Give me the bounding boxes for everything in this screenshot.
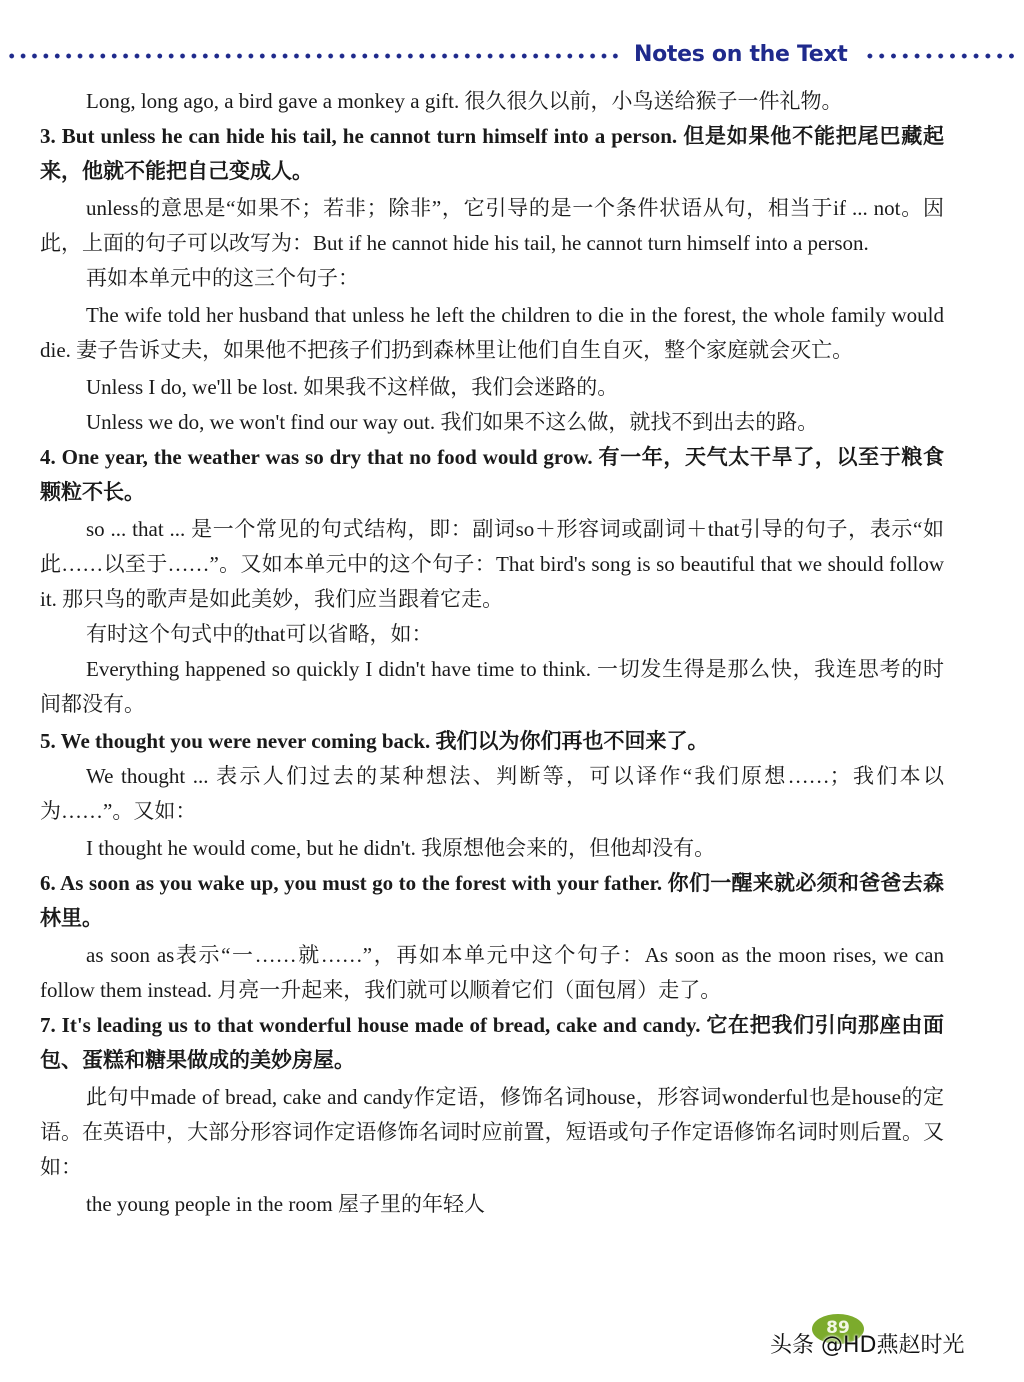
note-body: unless的意思是“如果不；若非；除非”，它引导的是一个条件状语从句，相当于if ... not。因此，上面的句子可以改写为：But if he cannot hide his tail, he cannot turn himself into a person. — [40, 196, 944, 255]
section-title: Notes on the Text — [634, 42, 848, 67]
note-body: so ... that ... 是一个常见的句式结构，即：副词so＋形容词或副词＋that引导的句子，表示“如此……以至于……”。又如本单元中的这个句子：That bird's song is so beautiful that we should follow it. 那只鸟的歌声是如此美妙，我们应当跟着它走。 — [40, 517, 944, 611]
dotted-rule-left — [6, 52, 624, 60]
dotted-rule-right — [864, 52, 1020, 60]
note-heading-3: 3. But unless he can hide his tail, he cannot turn himself into a person. 但是如果他不能把尾巴藏起来，他就不能把自己变成人。 — [40, 124, 944, 183]
example-sentence: Everything happened so quickly I didn't have time to think. 一切发生得是那么快，我连思考的时间都没有。 — [40, 657, 944, 716]
page-footer — [0, 1310, 1024, 1370]
note-body: 再如本单元中的这三个句子： — [86, 266, 359, 290]
note-heading-7: 7. It's leading us to that wonderful house made of bread, cake and candy. 它在把我们引向那座由面包、蛋糕和糖果做成的美妙房屋。 — [40, 1013, 944, 1072]
watermark: 头条 @HD燕赵时光 — [770, 1333, 965, 1358]
example-sentence: The wife told her husband that unless he left the children to die in the forest, the whole family would die. 妻子告诉丈夫，如果他不把孩子们扔到森林里让他们自生自灭，整个家庭就会灭亡。 — [40, 303, 944, 362]
note-body: We thought ... 表示人们过去的某种想法、判断等，可以译作“我们原想……；我们本以为……”。又如： — [40, 764, 944, 823]
section-header — [0, 44, 1024, 70]
note-body: 有时这个句式中的that可以省略，如： — [86, 622, 433, 646]
page-body — [40, 84, 944, 1222]
example-sentence: I thought he would come, but he didn't. 我原想他会来的，但他却没有。 — [86, 836, 716, 860]
example-sentence: Unless I do, we'll be lost. 如果我不这样做，我们会迷路的。 — [86, 375, 619, 399]
note-body: as soon as表示“一……就……”，再如本单元中这个句子：As soon as the moon rises, we can follow them instead. 月亮一升起来，我们就可以顺着它们（面包屑）走了。 — [40, 943, 944, 1002]
note-heading-4: 4. One year, the weather was so dry that no food would grow. 有一年，天气太干旱了，以至于粮食颗粒不长。 — [40, 445, 944, 504]
note-heading-5: 5. We thought you were never coming back. 我们以为你们再也不回来了。 — [40, 729, 709, 753]
example-sentence: the young people in the room 屋子里的年轻人 — [86, 1192, 485, 1216]
example-sentence: Long, long ago, a bird gave a monkey a gift. 很久很久以前，小鸟送给猴子一件礼物。 — [86, 89, 843, 113]
page-number-badge: 89 — [812, 1314, 864, 1344]
example-sentence: Unless we do, we won't find our way out. 我们如果不这么做，就找不到出去的路。 — [86, 410, 819, 434]
note-heading-6: 6. As soon as you wake up, you must go to the forest with your father. 你们一醒来就必须和爸爸去森林里。 — [40, 871, 944, 930]
note-body: 此句中made of bread, cake and candy作定语，修饰名词house，形容词wonderful也是house的定语。在英语中，大部分形容词作定语修饰名词时应前置，短语或句子作定语修饰名词时则后置。又如： — [40, 1085, 944, 1179]
